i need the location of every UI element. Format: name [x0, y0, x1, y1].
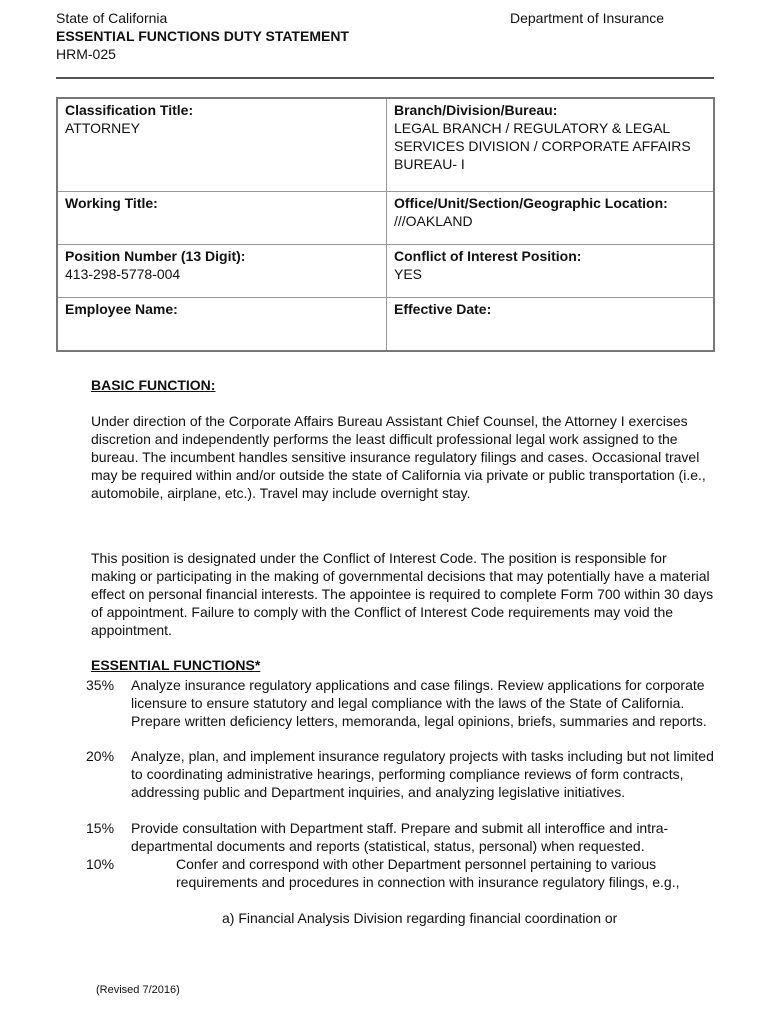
working-title-cell	[57, 192, 387, 245]
function-item	[86, 855, 716, 891]
basic-function-heading	[91, 377, 215, 393]
essential-functions-title: ESSENTIAL FUNCTIONS	[91, 657, 255, 673]
basic-function-paragraph: Under direction of the Corporate Affairs Bureau Assistant Chief Counsel, the Attorney I exercises discretion and independently performs the least difficult professional legal work assigned to the bureau. The incumbent handles sensitive insurance regulatory filings and cases. Occasional travel may be required within and/or outside the state of California via private or public transportation (i.e., automobile, airplane, etc.). Travel may include overnight stay.	[91, 413, 706, 501]
table-row	[57, 192, 714, 245]
classification-value: ATTORNEY	[65, 120, 140, 136]
table-row	[57, 98, 714, 192]
office-cell	[387, 192, 715, 245]
effective-date-label: Effective Date:	[394, 301, 492, 317]
conflict-of-interest-paragraph: This position is designated under the Conflict of Interest Code. The position is responsible for making or participating in the making of governmental decisions that may potentially have a material effect on personal financial interests. The appointee is required to complete Form 700 within 30 days of appointment. Failure to comply with the Conflict of Interest Code requirements may void the appointment.	[91, 550, 714, 638]
department-name: Department of Insurance	[510, 10, 665, 26]
position-number-value: 413-298-5778-004	[65, 266, 181, 282]
function-item	[86, 819, 716, 855]
state-name: State of California	[56, 10, 168, 26]
office-label: Office/Unit/Section/Geographic Location:	[394, 195, 668, 211]
branch-cell	[387, 98, 715, 192]
function-text: Provide consultation with Department staff. Prepare and submit all interoffice and intra-departmental documents and reports (statistical, status, personal) when requested.	[131, 820, 669, 854]
classification-label: Classification Title:	[65, 102, 194, 118]
function-item	[86, 747, 716, 801]
essential-functions-heading	[91, 657, 260, 673]
branch-label: Branch/Division/Bureau:	[394, 102, 558, 118]
position-info-table	[56, 97, 715, 352]
form-number: HRM-025	[56, 46, 116, 62]
function-text: Confer and correspond with other Department personnel pertaining to various requirements and procedures in connection with insurance regulatory filings, e.g.,	[176, 856, 680, 890]
document-header	[56, 9, 349, 63]
function-percent: 15%	[86, 820, 115, 836]
table-row	[57, 245, 714, 298]
basic-function-colon: :	[210, 377, 216, 393]
position-number-label: Position Number (13 Digit):	[65, 248, 246, 264]
function-percent: 10%	[86, 856, 115, 872]
branch-value: LEGAL BRANCH / REGULATORY & LEGAL SERVICES DIVISION / CORPORATE AFFAIRS BUREAU- I	[394, 120, 691, 172]
basic-function-title: BASIC FUNCTION	[91, 377, 211, 393]
function-sub-item: a) Financial Analysis Division regarding financial coordination or	[222, 910, 618, 926]
position-number-cell	[57, 245, 387, 298]
working-title-label: Working Title:	[65, 195, 158, 211]
employee-name-cell	[57, 298, 387, 352]
revision-note: (Revised 7/2016)	[96, 984, 180, 996]
function-percent: 35%	[86, 677, 115, 693]
effective-date-cell	[387, 298, 715, 352]
office-value: ///OAKLAND	[394, 213, 473, 229]
table-row	[57, 298, 714, 352]
essential-functions-asterisk: *	[254, 657, 261, 673]
conflict-value: YES	[394, 266, 423, 282]
function-text: Analyze insurance regulatory applications and case filings. Review applications for corporate licensure to ensure statutory and legal compliance with the laws of the State of California. Prepare written deficiency letters, memoranda, legal opinions, briefs, summaries and reports.	[131, 677, 707, 729]
function-item	[86, 676, 716, 730]
document-title: ESSENTIAL FUNCTIONS DUTY STATEMENT	[56, 28, 349, 44]
function-text: Analyze, plan, and implement insurance regulatory projects with tasks including but not limited to coordinating administrative hearings, performing compliance reviews of form contracts, addressing public and Department inquiries, and analyzing legislative initiatives.	[131, 748, 714, 800]
classification-cell	[57, 98, 387, 192]
conflict-label: Conflict of Interest Position:	[394, 248, 582, 264]
employee-name-label: Employee Name:	[65, 301, 178, 317]
header-divider	[56, 77, 714, 79]
conflict-cell	[387, 245, 715, 298]
function-percent: 20%	[86, 748, 115, 764]
